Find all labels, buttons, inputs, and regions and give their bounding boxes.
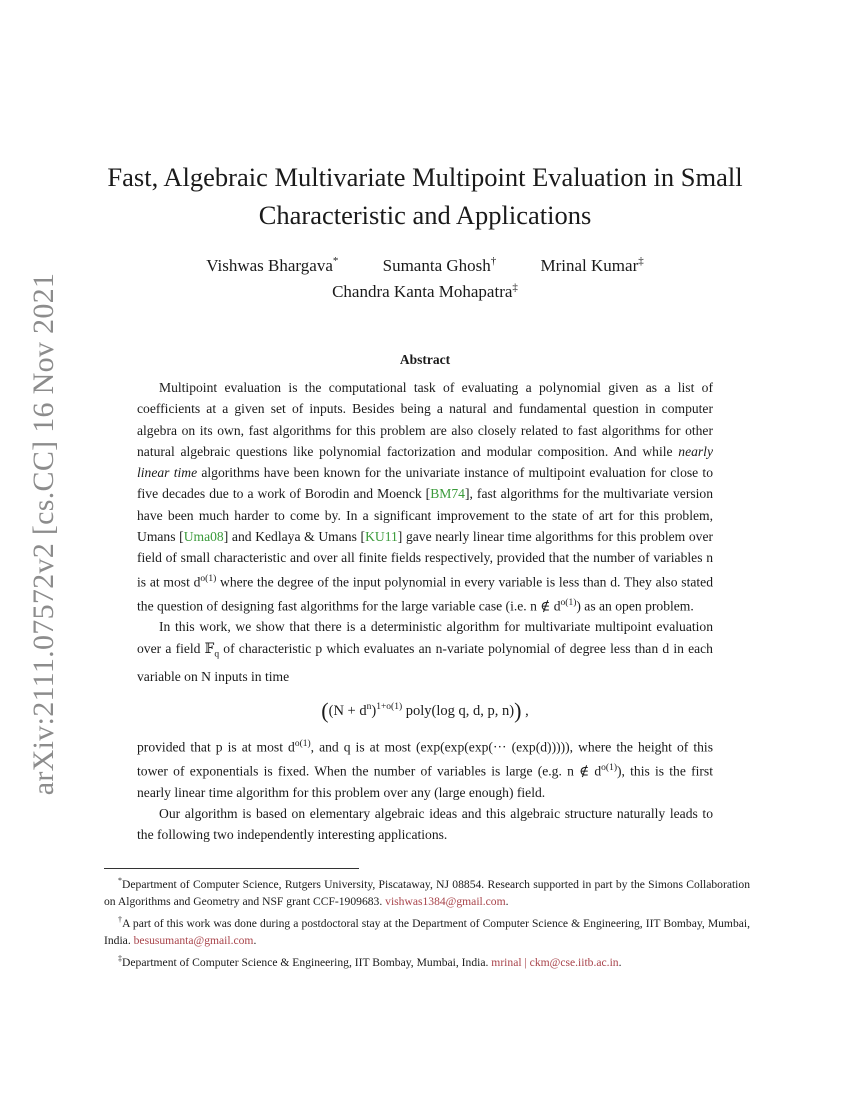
author: Sumanta Ghosh† <box>382 255 497 275</box>
abstract-body <box>137 377 713 846</box>
footnote: †A part of this work was done during a postdoctoral stay at the Department of Computer Science & Engineering, IIT Bombay, Mumbai, India. besusumanta@gmail.com. <box>104 914 751 948</box>
title-line-1: Fast, Algebraic Multivariate Multipoint Evaluation in Small <box>107 162 743 192</box>
abstract-paragraph: provided that p is at most $d^{o(1)}$, and q is at most (exp(exp(exp(··· (exp(d))))), where the height of this tower of exponentials is fixed. When the number of variables is large (e.g. n ∉ $d^{o(1)}$), this is the first nearly linear time algorithm for this problem over any (large enough) field. <box>137 739 714 800</box>
footnote: ‡Department of Computer Science & Engineering, IIT Bombay, Mumbai, India. mrinal | ckm@cse.iitb.ac.in. <box>118 953 622 969</box>
abstract-paragraph: In this work, we show that there is a deterministic algorithm for multivariate multipoint evaluation over a field 𝔽$_q$ of characteristic p which evaluates an n-variate polynomial of degree less than d in each variable on N inputs in time <box>137 619 713 684</box>
citation-link[interactable]: BM74 <box>430 486 465 502</box>
author-list <box>90 250 760 303</box>
display-equation: ($(N + d^n)^{1+o(1)}$ poly(log q, d, p, n)) , <box>321 697 529 723</box>
arxiv-identifier: arXiv:2111.07572v2 [cs.CC] 16 Nov 2021 <box>27 272 60 796</box>
email-link[interactable]: besusumanta@gmail.com <box>133 934 254 948</box>
paper-title <box>90 158 760 234</box>
author: Vishwas Bhargava* <box>206 255 339 275</box>
arxiv-side-stamp <box>24 272 64 796</box>
footnote: *Department of Computer Science, Rutgers University, Piscataway, NJ 08854. Research supported in part by the Simons Collaboration on Algorithms and Geometry and NSF grant CCF-1909683. vishwas1384@gmail.com. <box>104 876 750 909</box>
abstract-paragraph: Multipoint evaluation is the computational task of evaluating a polynomial given as a list of coefficients at a given set of inputs. Besides being a natural and fundamental question in computer algebra on its own, fast algorithms for this problem are also closely related to fast algorithms for other natural algebraic questions like polynomial factorization and modular composition. And while nearly linear time algorithms have been known for the univariate instance of multipoint evaluation for close to five decades due to a work of Borodin and Moenck [BM74], fast algorithms for the multivariate version have been much harder to come by. In a significant improvement to the state of art for this problem, Umans [Uma08] and Kedlaya & Umans [KU11] gave nearly linear time algorithms for this problem over field of small characteristic and over all finite fields respectively, provided that the number of variables n is at most $d^{o(1)}$ where the degree of the input polynomial in every variable is less than d. They also stated the question of designing fast algorithms for the large variable case (i.e. n ∉ $d^{o(1)}$) as an open problem. <box>137 380 714 614</box>
footnotes <box>104 872 750 971</box>
email-link[interactable]: mrinal | ckm@cse.iitb.ac.in <box>491 955 619 969</box>
abstract-heading: Abstract <box>399 352 451 367</box>
title-line-2: Characteristic and Applications <box>258 200 592 230</box>
footnote-divider <box>104 868 359 869</box>
email-link[interactable]: vishwas1384@gmail.com <box>385 895 506 909</box>
author: Mrinal Kumar‡ <box>540 255 644 275</box>
abstract-paragraph: Our algorithm is based on elementary algebraic ideas and this algebraic structure naturally leads to the following two independently interesting applications. <box>137 806 713 843</box>
citation-link[interactable]: Uma08 <box>183 529 224 545</box>
citation-link[interactable]: KU11 <box>365 529 398 545</box>
author: Chandra Kanta Mohapatra‡ <box>332 281 518 302</box>
